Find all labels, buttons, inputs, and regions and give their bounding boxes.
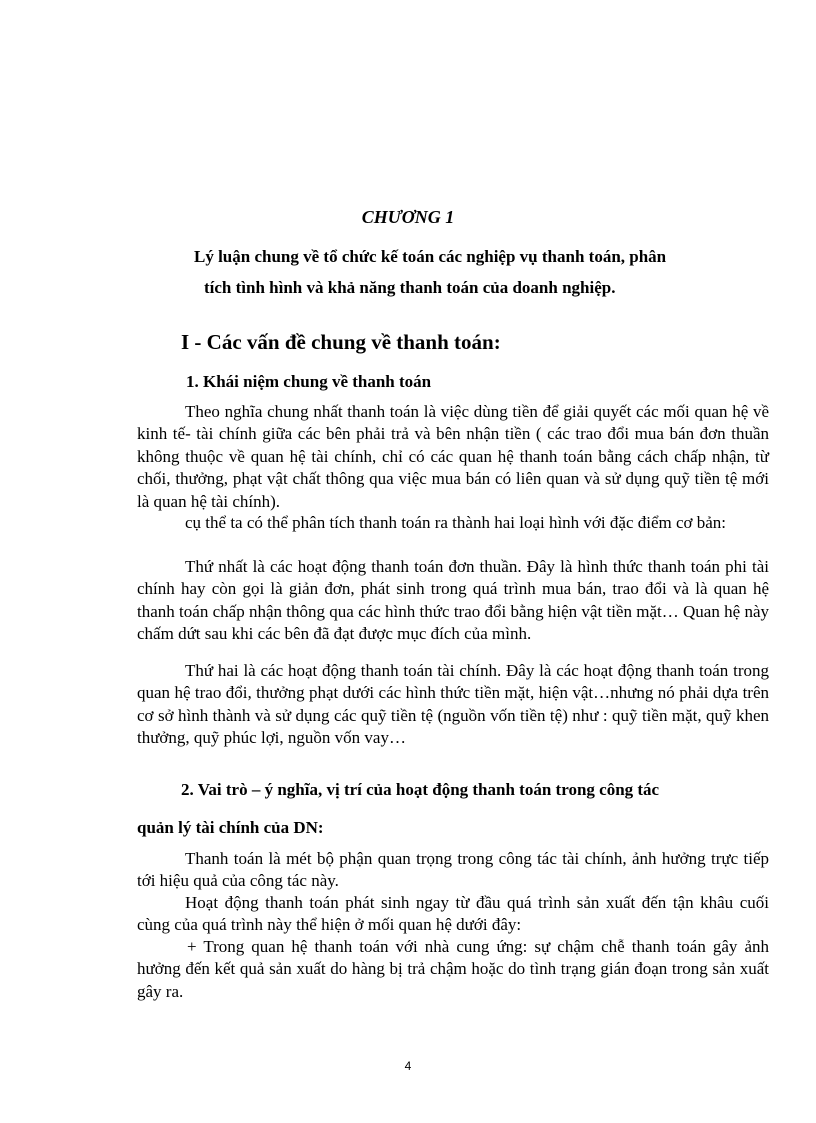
subsection-2-heading: 2. Vai trò – ý nghĩa, vị trí của hoạt động thanh toán trong công tác [181, 780, 660, 799]
paragraph-second-type: Thứ hai là các hoạt động thanh toán tài chính. Đây là các hoạt động thanh toán trong quan hệ trao đổi, thưởng phạt dưới các hình thức tiền mặt, hiện vật…nhưng nó phải dựa trên cơ sở hình thành và sử dụng các quỹ tiền tệ (nguồn vốn tiền tệ) như : quỹ tiền mặt, quỹ khen thưởng, quỹ phúc lợi, nguồn vốn vay… [137, 661, 769, 748]
subsection-2-heading-continued: quản lý tài chính của DN: [137, 818, 324, 837]
chapter-title: CHƯƠNG 1 [361, 207, 455, 227]
section-heading: I - Các vấn đề chung về thanh toán: [181, 330, 501, 354]
page-number: 4 [404, 1059, 412, 1073]
chapter-subtitle [194, 241, 734, 303]
subsection-1-heading: 1. Khái niệm chung về thanh toán [186, 372, 432, 391]
paragraph-role: Thanh toán là mét bộ phận quan trọng trong công tác tài chính, ảnh hưởng trực tiếp tới hiệu quả của công tác này. [137, 849, 769, 891]
paragraph-definition: Theo nghĩa chung nhất thanh toán là việc dùng tiền để giải quyết các mối quan hệ về kinh tế- tài chính giữa các bên phải trả và bên nhận tiền ( các trao đổi mua bán đơn thuần không thuộc về quan hệ tài chính, chỉ có các quan hệ thanh toán bằng cách chấp nhận, từ chối, thưởng, phạt vật chất thông qua việc mua bán có liên quan và sử dụng quỹ tiền tệ mới là quan hệ tài chính). [137, 402, 769, 511]
paragraph-classification: cụ thể ta có thể phân tích thanh toán ra thành hai loại hình với đặc điểm cơ bản: [185, 513, 727, 532]
paragraph-supplier-relation: + Trong quan hệ thanh toán với nhà cung ứng: sự chậm chễ thanh toán gây ảnh hưởng đến kết quả sản xuất do hàng bị trả chậm hoặc do tình trạng gián đoạn trong sản xuất gây ra. [137, 937, 769, 1001]
paragraph-activities: Hoạt động thanh toán phát sinh ngay từ đầu quá trình sản xuất đến tận khâu cuối cùng của quá trình này thể hiện ở mối quan hệ dưới đây: [137, 893, 769, 935]
paragraph-first-type: Thứ nhất là các hoạt động thanh toán đơn thuần. Đây là hình thức thanh toán phi tài chính hay còn gọi là giản đơn, phát sinh trong quá trình mua bán, trao đổi và là quan hệ thanh toán chấp nhận thông qua các hình thức trao đổi bằng hiện vật tiền mặt… Quan hệ này chấm dứt sau khi các bên đã đạt được mục đích của mình. [137, 557, 769, 644]
chapter-subtitle-line-1: Lý luận chung về tổ chức kế toán các nghiệp vụ thanh toán, phân [194, 247, 667, 266]
chapter-subtitle-line-2: tích tình hình và khả năng thanh toán của doanh nghiệp. [204, 278, 616, 297]
